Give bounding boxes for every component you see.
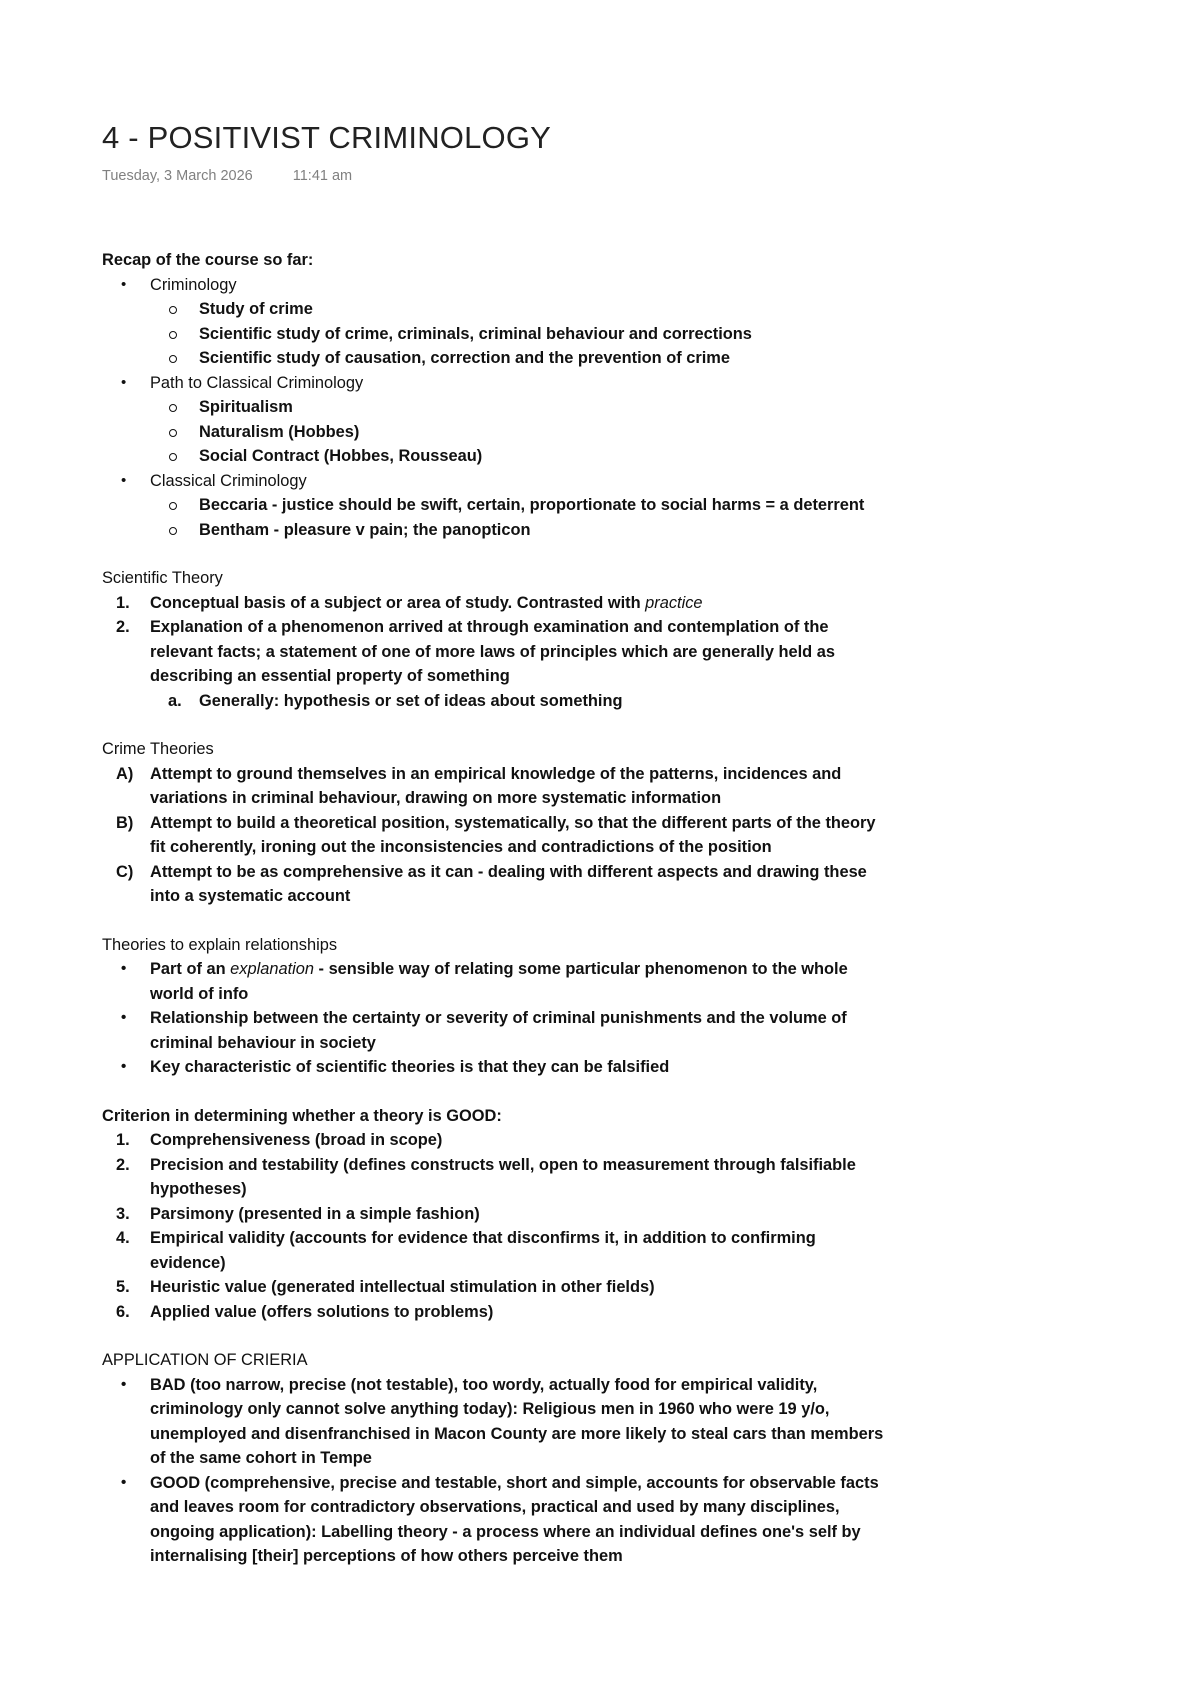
criterion-list	[102, 1128, 892, 1324]
circle-bullet-icon	[169, 404, 177, 412]
page-title: 4 - POSITIVIST CRIMINOLOGY	[102, 120, 552, 155]
list-item: 1. Conceptual basis of a subject or area of study. Contrasted with practice	[102, 591, 892, 616]
circle-bullet-icon	[169, 355, 177, 363]
list-sub-item: Scientific study of causation, correction and the prevention of crime	[102, 346, 892, 371]
crime-theories-list	[102, 762, 892, 909]
circle-bullet-icon	[169, 429, 177, 437]
list-letter: C)	[116, 862, 134, 881]
list-number: 1.	[116, 1131, 130, 1149]
list-item: 5. Heuristic value (generated intellectual stimulation in other fields)	[102, 1275, 892, 1300]
list-sub-item: Bentham - pleasure v pain; the panopticon	[102, 518, 892, 543]
list-number: 1.	[116, 593, 130, 612]
recap-list	[102, 273, 892, 543]
recap-item-label: Path to Classical Criminology	[150, 373, 364, 392]
list-letter: A)	[116, 764, 134, 783]
recap-item-label: Criminology	[150, 275, 237, 294]
list-item: A) Attempt to ground themselves in an empirical knowledge of the patterns, incidences and variations in criminal behaviour, drawing on more systematic information	[102, 762, 892, 811]
scientific-theory-list	[102, 591, 892, 714]
list-item: • Key characteristic of scientific theories is that they can be falsified	[102, 1055, 892, 1080]
list-item: 2. Explanation of a phenomenon arrived at through examination and contemplation of the relevant facts; a statement of one of more laws of principles which are generally held as describing an essential property of something	[102, 615, 892, 689]
list-letter: B)	[116, 813, 134, 832]
section-relationships	[102, 933, 892, 1080]
application-heading: APPLICATION OF CRIERIA	[102, 1351, 308, 1369]
list-number: 3.	[116, 1204, 130, 1223]
list-letter: a.	[168, 691, 182, 710]
list-sub-item: Beccaria - justice should be swift, certain, proportionate to social harms = a deterrent	[102, 493, 892, 518]
list-number: 5.	[116, 1278, 130, 1296]
circle-bullet-icon	[169, 306, 177, 314]
note-date: Tuesday, 3 March 2026	[102, 168, 253, 184]
bullet-icon: •	[121, 275, 127, 293]
criterion-heading: Criterion in determining whether a theory is GOOD:	[102, 1106, 502, 1125]
list-number: 6.	[116, 1302, 130, 1321]
relationships-list	[102, 957, 892, 1080]
list-item: • BAD (too narrow, precise (not testable), too wordy, actually food for empirical validity, criminology only cannot solve anything today): Religious men in 1960 who were 19 y/o, unemployed and disenfranchised in Macon County are more likely to steal cars than members of the same cohort in Tempe	[102, 1373, 892, 1471]
relationships-heading: Theories to explain relationships	[102, 935, 338, 954]
bullet-icon: •	[121, 373, 127, 391]
note-time: 11:41 am	[292, 168, 353, 184]
note-timestamp	[102, 168, 352, 184]
list-sub-item: Social Contract (Hobbes, Rousseau)	[102, 444, 892, 469]
bullet-icon: •	[121, 1058, 127, 1075]
list-item: • GOOD (comprehensive, precise and testable, short and simple, accounts for observable facts and leaves room for contradictory observations, practical and used by many disciplines, ongoing application): Labelling theory - a process where an individual defines one's self by internalising [their] perceptions of how others perceive them	[102, 1471, 892, 1569]
list-item	[102, 273, 892, 298]
bullet-icon: •	[121, 1375, 127, 1393]
list-item: 3. Parsimony (presented in a simple fashion)	[102, 1202, 892, 1227]
list-item	[102, 469, 892, 494]
bullet-icon: •	[121, 1009, 127, 1026]
list-item: C) Attempt to be as comprehensive as it can - dealing with different aspects and drawing these into a systematic account	[102, 860, 892, 909]
bullet-icon: •	[121, 1473, 127, 1491]
list-item: 2. Precision and testability (defines constructs well, open to measurement through falsifiable hypotheses)	[102, 1153, 892, 1202]
list-sub-item: Spiritualism	[102, 395, 892, 420]
list-sub-item: a. Generally: hypothesis or set of ideas about something	[102, 689, 892, 714]
circle-bullet-icon	[169, 331, 177, 339]
list-number: 4.	[116, 1229, 130, 1247]
circle-bullet-icon	[169, 453, 177, 461]
note-body	[102, 248, 892, 1593]
list-item: 4. Empirical validity (accounts for evidence that disconfirms it, in addition to confirming evidence)	[102, 1226, 892, 1275]
section-recap	[102, 248, 892, 542]
list-sub-item: Scientific study of crime, criminals, criminal behaviour and corrections	[102, 322, 892, 347]
crime-theories-heading: Crime Theories	[102, 740, 214, 758]
list-sub-item: Study of crime	[102, 297, 892, 322]
list-item: • Part of an explanation - sensible way of relating some particular phenomenon to the whole world of info	[102, 957, 892, 1006]
section-application	[102, 1348, 892, 1569]
circle-bullet-icon	[169, 527, 177, 535]
list-item	[102, 371, 892, 396]
list-item: • Relationship between the certainty or severity of criminal punishments and the volume of criminal behaviour in society	[102, 1006, 892, 1055]
circle-bullet-icon	[169, 502, 177, 510]
recap-item-label: Classical Criminology	[150, 471, 307, 490]
list-item: B) Attempt to build a theoretical position, systematically, so that the different parts of the theory fit coherently, ironing out the inconsistencies and contradictions of the position	[102, 811, 892, 860]
scientific-theory-heading: Scientific Theory	[102, 569, 223, 587]
section-scientific-theory	[102, 566, 892, 713]
section-criterion	[102, 1104, 892, 1325]
bullet-icon: •	[121, 960, 127, 977]
list-number: 2.	[116, 1155, 130, 1174]
application-list	[102, 1373, 892, 1569]
recap-heading: Recap of the course so far:	[102, 251, 314, 269]
bullet-icon: •	[121, 471, 127, 489]
section-crime-theories	[102, 737, 892, 909]
list-item: 1. Comprehensiveness (broad in scope)	[102, 1128, 892, 1153]
list-number: 2.	[116, 618, 130, 636]
list-sub-item: Naturalism (Hobbes)	[102, 420, 892, 445]
list-item: 6. Applied value (offers solutions to problems)	[102, 1300, 892, 1325]
